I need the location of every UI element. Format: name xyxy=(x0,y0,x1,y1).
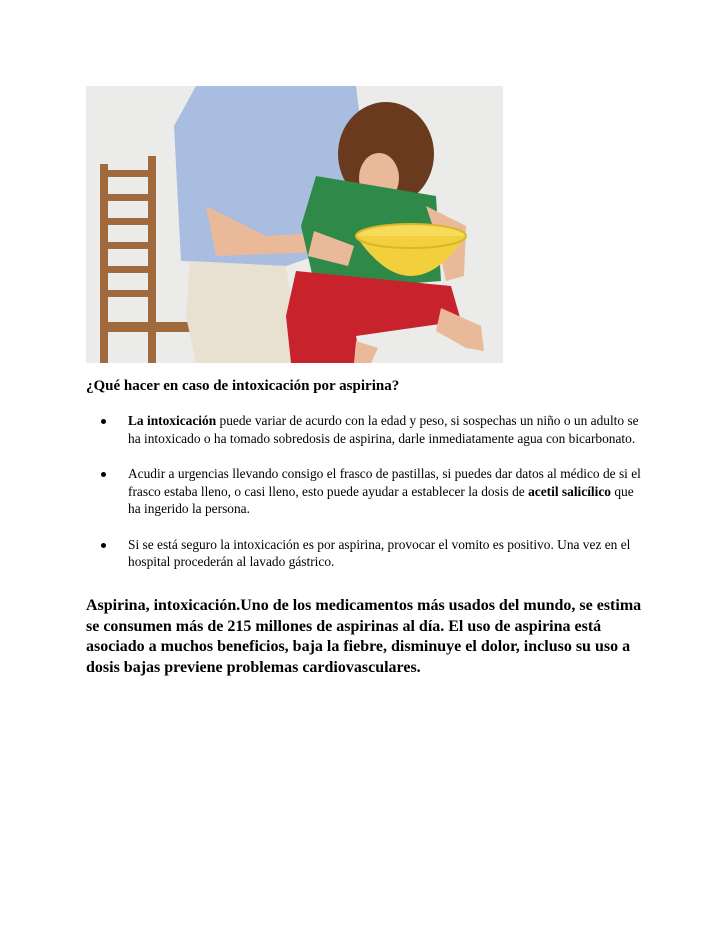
bullet-text: puede variar de acurdo con la edad y peso, si sospechas un niño o un adulto se ha intoxicado o ha tomado sobredosis de aspirina, darle inmediatamente agua con bicarbonato. xyxy=(128,413,639,446)
illustration-parent-child-bowl-icon xyxy=(86,86,503,363)
list-item xyxy=(86,465,646,518)
advice-list xyxy=(86,412,646,589)
photo-parent-child-vomit-bowl xyxy=(86,86,503,363)
list-item xyxy=(86,536,646,571)
bullet-bold-term: acetil salicílico xyxy=(528,483,611,499)
adult-pants-icon xyxy=(186,261,301,363)
page-heading: ¿Qué hacer en caso de intoxicación por aspirina? xyxy=(86,378,400,394)
bullet-icon xyxy=(101,419,106,424)
bullet-text-end: que ha ingerido la persona. xyxy=(128,483,634,516)
bullet-text: Si se está seguro la intoxicación es por aspirina, provocar el vomito es positivo. Una vez en el hospital procederán al lavado gástrico. xyxy=(128,536,631,569)
bullet-icon xyxy=(101,543,106,548)
bullet-icon xyxy=(101,472,106,477)
bullet-text: Acudir a urgencias llevando consigo el frasco de pastillas, si puedes dar datos al médico de si el frasco estaba lleno, o casi lleno, esto puede ayudar a establecer la dosis de xyxy=(128,466,641,499)
summary-paragraph: Aspirina, intoxicación.Uno de los medicamentos más usados del mundo, se estima se consumen más de 215 millones de aspirinas al día. El uso de aspirina está asociado a muchos beneficios, baja la fiebre, disminuye el dolor, incluso su uso a dosis bajas previene problemas cardiovasculares. xyxy=(86,597,642,676)
list-item xyxy=(86,412,646,447)
bullet-bold-lead: La intoxicación xyxy=(128,413,217,428)
